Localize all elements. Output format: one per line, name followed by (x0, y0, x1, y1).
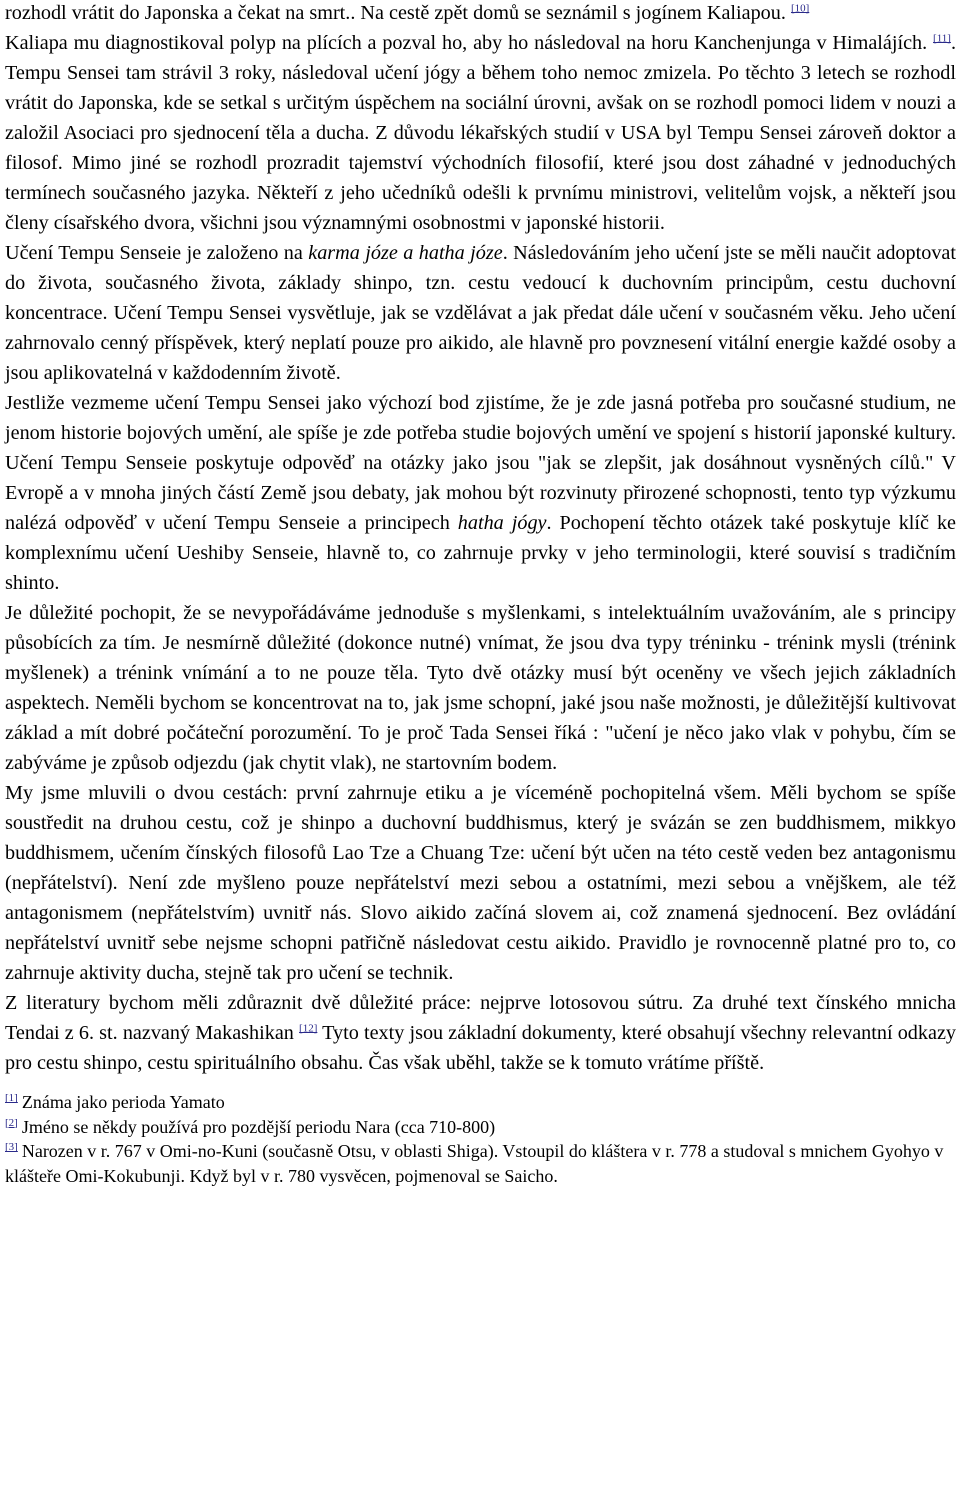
paragraph-text: Učení Tempu Senseie je založeno na (5, 242, 309, 264)
footnote-text: Narozen v r. 767 v Omi-no-Kuni (současně Otsu, v oblasti Shiga). Vstoupil do kláštera v r. 778 a studoval s mnichem Gyohyo v klášteře Omi-Kokubunji. Když byl v r. 780 vysvěcen, pojmenoval se Saicho. (5, 1141, 944, 1186)
footnote-number-link[interactable]: [1] (5, 1092, 18, 1104)
paragraph-text: Tyto texty jsou základní dokumenty, které obsahují všechny relevantní odkazy pro cestu shinpo, cestu spirituálního obsahu. Čas však uběhl, takže se k tomuto vrátíme příště. (5, 1022, 956, 1074)
footnote-number-link[interactable]: [2] (5, 1116, 18, 1129)
paragraph-text: Z literatury bychom měli zdůraznit dvě důležité práce: nejprve lotosovou sútru. Za druhé text čínského mnicha Tendai z 6. st. nazvaný Makashikan (5, 992, 956, 1044)
paragraph-p5 (5, 598, 956, 778)
emphasized-text: hatha jógy (457, 512, 547, 534)
paragraph-p1 (5, 0, 956, 28)
paragraph-p4 (5, 388, 956, 598)
footnote-number-link[interactable]: [3] (5, 1141, 18, 1153)
paragraph-p7 (5, 988, 956, 1078)
emphasized-text: karma józe a hatha józe (308, 242, 503, 264)
paragraph-text: rozhodl vrátit do Japonska a čekat na smrt.. Na cestě zpět domů se seznámil s jogínem Kaliapou. (5, 2, 791, 24)
footnote-item (5, 1115, 956, 1140)
main-text (5, 0, 956, 1078)
paragraph-p6 (5, 778, 956, 988)
document-body (5, 0, 956, 1188)
footnote-reference-link[interactable]: [12] (299, 1022, 318, 1035)
footnotes (5, 1090, 956, 1188)
paragraph-text: Jestliže vezmeme učení Tempu Sensei jako výchozí bod zjistíme, že je zde jasná potřeba pro současné studium, ne jenom historie bojových umění, ale spíše je zde potřeba studie bojových umění ve spojení s historií japonské kultury. Učení Tempu Senseie poskytuje odpověď na otázky jako jsou "jak se zlepšit, jak dosáhnout vysněných cílů." V Evropě a v mnoha jiných částí Země jsou debaty, jak mohou být rozvinuty přirozené schopnosti, tento typ výzkumu nalézá odpověď v učení Tempu Senseie a principech (5, 392, 956, 534)
paragraph-text: Je důležité pochopit, že se nevypořádáváme jednoduše s myšlenkami, s intelektuálním uvažováním, ale s principy působících za tím. Je nesmírně důležité (dokonce nutné) vnímat, že jsou dva typy tréninku - trénink mysli (trénink myšlenek) a trénink vnímání a to ne pouze těla. Tyto dvě otázky musí být oceněny ve všech jejich základních aspektech. Neměli bychom se koncentrovat na to, jak jsme schopní, jaké jsou naše možnosti, je důležitější kultivovat základ a mít dobré počáteční porozumění. To je proč Tada Sensei říká : "učení je něco jako vlak v pohybu, čím se zabýváme je způsob odjezdu (jak chytit vlak), ne startovním bodem. (5, 602, 956, 774)
paragraph-text: . Pochopení těchto otázek také poskytuje klíč ke komplexnímu učení Ueshiby Senseie, hlavně to, co zahrnuje prvky v jeho terminologii, které souvisí s tradičním shinto. (5, 512, 957, 594)
paragraph-p3 (5, 238, 956, 388)
footnote-reference-link[interactable]: [10] (790, 2, 810, 15)
footnote-item (5, 1090, 956, 1115)
footnote-text: Známa jako perioda Yamato (21, 1092, 225, 1112)
paragraph-text: Kaliapa mu diagnostikoval polyp na plících a pozval ho, aby ho následoval na horu Kanchenjunga v Himalájích. (5, 32, 934, 54)
footnote-item (5, 1139, 956, 1188)
paragraph-text: My jsme mluvili o dvou cestách: první zahrnuje etiku a je víceméně pochopitelná všem. Měli bychom se spíše soustředit na druhou cestu, což je shinpo a duchovní buddhismus, který je svázán se zen buddhismem, mikkyo buddhismem, učením čínských filosofů Lao Tze a Chuang Tze: učení být učen na této cestě veden bez antagonismu (nepřátelství). Není zde myšleno pouze nepřátelství mezi sebou a ostatními, mezi sebou a vnějškem, ale též antagonismem (nepřátelstvím) uvnitř nás. Slovo aikido začíná slovem ai, což znamená sjednocení. Bez ovládání nepřátelství uvnitř sebe nejsme schopni patřičně následovat cestu aikido. Pravidlo je rovnocenně platné pro to, co zahrnuje aktivity ducha, stejně tak pro učení se technik. (5, 782, 956, 984)
footnote-reference-link[interactable]: [11] (933, 32, 951, 45)
paragraph-p2 (5, 28, 956, 238)
paragraph-text: . Tempu Sensei tam strávil 3 roky, následoval učení jógy a během toho nemoc zmizela. Po těchto 3 letech se rozhodl vrátit do Japonska, kde se setkal s určitým úspěchem na sociální úrovni, avšak on se rozhodl pomoci lidem v nouzi a založil Asociaci pro sjednocení těla a ducha. Z důvodu lékařských studií v USA byl Tempu Sensei zároveň doktor a filosof. Mimo jiné se rozhodl prozradit tajemství východních filosofií, které jsou dost záhadné v jednoduchých termínech současného jazyka. Někteří z jeho učedníků odešli k prvnímu ministrovi, velitelům vojsk, a někteří jsou členy císařského dvora, všichni jsou významnými osobnostmi v japonské historii. (5, 32, 956, 234)
footnote-text: Jméno se někdy používá pro pozdější periodu Nara (cca 710-800) (21, 1116, 496, 1137)
paragraph-text: . Následováním jeho učení jste se měli naučit adoptovat do života, současného života, základy shinpo, tzn. cestu vedoucí k duchovním principům, cestu duchovní koncentrace. Učení Tempu Sensei vysvětluje, jak se vzdělávat a jak předat dále učení v současném věku. Jeho učení zahrnovalo cenný příspěvek, který neplatí pouze pro aikido, ale hlavně pro povznesení vitální energie každé osoby a jsou aplikovatelná v každodenním životě. (5, 242, 956, 384)
